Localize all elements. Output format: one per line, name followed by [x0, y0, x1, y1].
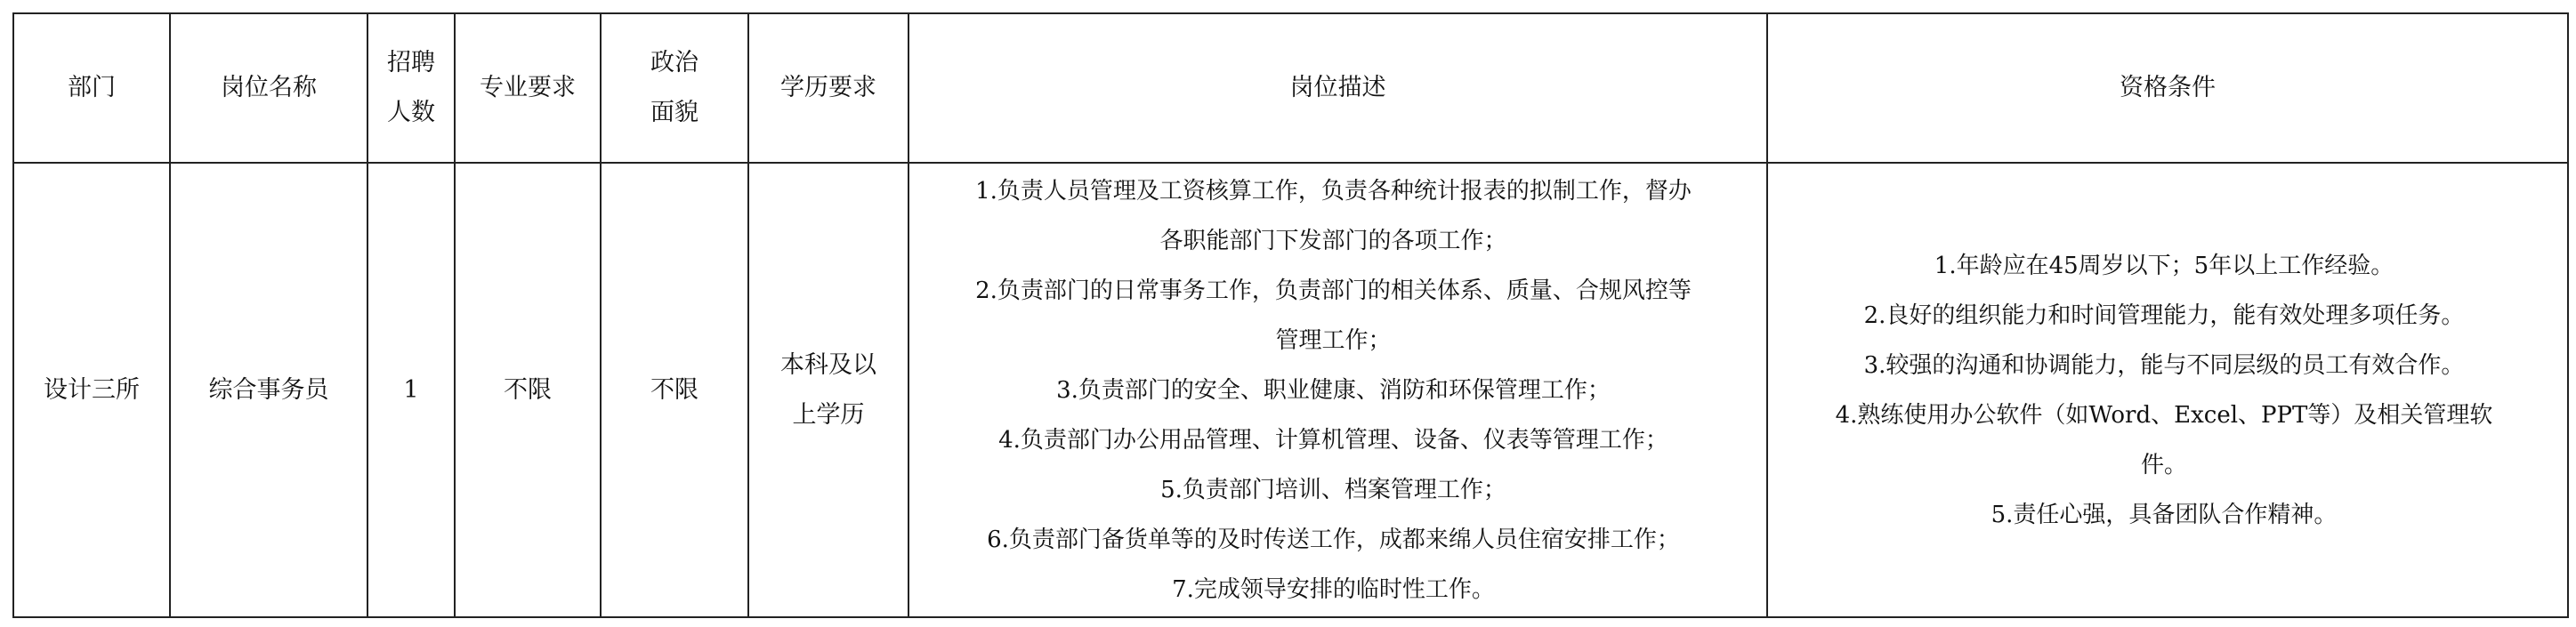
table-row — [13, 163, 2568, 617]
cell-education-line2: 上学历 — [792, 400, 865, 429]
qualification-line: 3.较强的沟通和协调能力，能与不同层级的员工有效合作。 — [1863, 351, 2465, 379]
header-political-line2: 面貌 — [650, 99, 699, 126]
header-political — [601, 13, 748, 163]
cell-qualifications — [1767, 163, 2568, 617]
cell-position: 综合事务员 — [170, 163, 367, 617]
description-line: 6.负责部门备货单等的及时传送工作，成都来绵人员住宿安排工作； — [987, 526, 1680, 553]
description-line: 7.完成领导安排的临时性工作。 — [1172, 575, 1495, 603]
header-education: 学历要求 — [748, 13, 908, 163]
header-major: 专业要求 — [455, 13, 601, 163]
header-description: 岗位描述 — [908, 13, 1767, 163]
header-department: 部门 — [13, 13, 170, 163]
recruitment-table-sheet — [12, 12, 2567, 618]
qualification-line: 件。 — [2140, 451, 2187, 478]
cell-political: 不限 — [601, 163, 748, 617]
qualification-line: 5.责任心强，具备团队合作精神。 — [1991, 501, 2338, 528]
header-headcount-line1: 招聘 — [387, 49, 435, 76]
cell-description — [908, 163, 1767, 617]
description-line: 4.负责部门办公用品管理、计算机管理、设备、仪表等管理工作； — [998, 426, 1668, 454]
recruitment-table — [12, 12, 2569, 618]
header-political-line1: 政治 — [650, 49, 699, 76]
cell-headcount: 1 — [367, 163, 455, 617]
header-position: 岗位名称 — [170, 13, 367, 163]
cell-major: 不限 — [455, 163, 601, 617]
qualification-line: 2.良好的组织能力和时间管理能力，能有效处理多项任务。 — [1863, 301, 2465, 329]
description-line: 各职能部门下发部门的各项工作； — [1159, 227, 1507, 254]
qualification-line: 1.年龄应在45周岁以下；5年以上工作经验。 — [1934, 252, 2394, 279]
header-qualifications: 资格条件 — [1767, 13, 2568, 163]
description-list — [909, 166, 1766, 615]
description-line: 3.负责部门的安全、职业健康、消防和环保管理工作； — [1056, 376, 1611, 404]
qualification-line: 4.熟练使用办公软件（如Word、Excel、PPT等）及相关管理软 — [1835, 401, 2493, 429]
cell-education-line1: 本科及以 — [780, 350, 876, 379]
description-line: 2.负责部门的日常事务工作，负责部门的相关体系、质量、合规风控等 — [975, 277, 1692, 304]
qualifications-list — [1768, 241, 2567, 540]
header-row — [13, 13, 2568, 163]
description-line: 管理工作； — [1275, 326, 1392, 354]
header-headcount — [367, 13, 455, 163]
description-line: 1.负责人员管理及工资核算工作，负责各种统计报表的拟制工作，督办 — [975, 177, 1692, 205]
description-line: 5.负责部门培训、档案管理工作； — [1160, 476, 1506, 503]
cell-department: 设计三所 — [13, 163, 170, 617]
cell-education — [748, 163, 908, 617]
header-headcount-line2: 人数 — [387, 99, 435, 126]
